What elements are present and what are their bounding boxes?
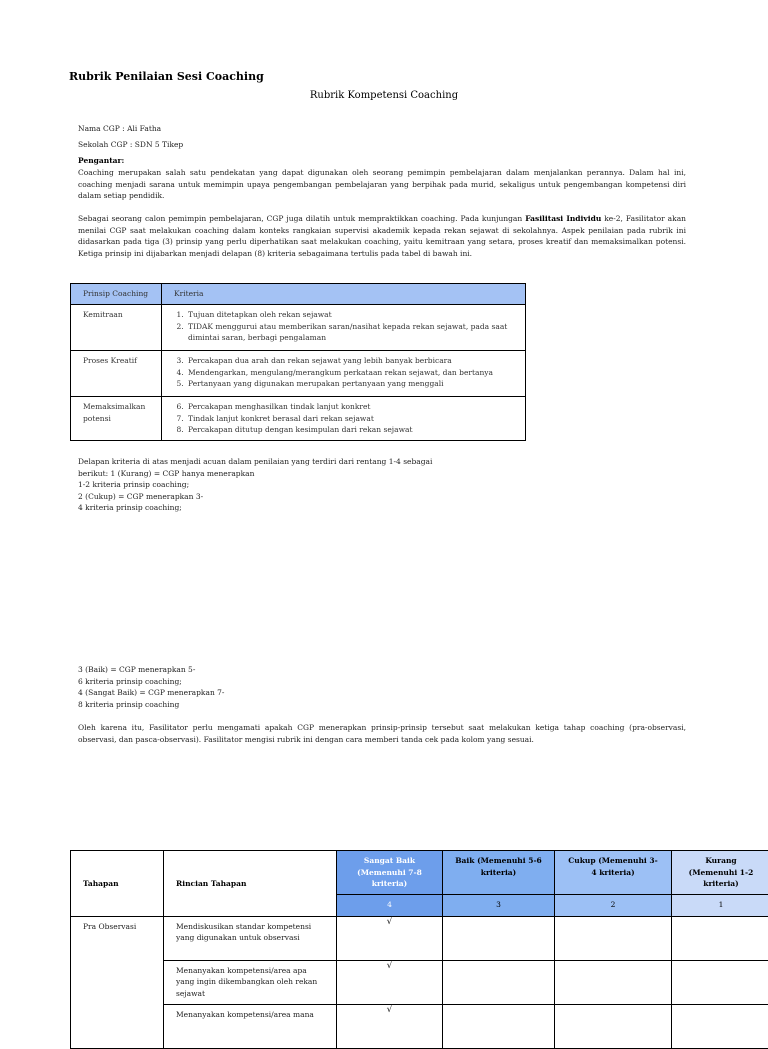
pengantar-label: Pengantar: — [78, 155, 124, 167]
principles-table — [70, 283, 526, 441]
header-sangat-baik: Sangat Baik (Memenuhi 7-8 kriteria) — [337, 851, 443, 895]
intro-bold: Fasilitasi Individu — [525, 214, 601, 223]
criteria-list — [174, 355, 513, 390]
intro-paragraph — [78, 213, 686, 259]
score-cell[interactable] — [672, 1004, 768, 1048]
principle-name: Kemitraan — [71, 305, 162, 351]
header-kurang: Kurang (Memenuhi 1-2 kriteria) — [672, 851, 768, 895]
rubric-table — [70, 850, 768, 1049]
score-cell[interactable] — [555, 960, 672, 1004]
scale-line: berikut: 1 (Kurang) = CGP hanya menerapkan — [78, 468, 432, 480]
scale-line: 2 (Cukup) = CGP menerapkan 3- — [78, 491, 432, 503]
criteria-cell — [162, 397, 526, 441]
score-cell[interactable] — [443, 916, 555, 960]
criteria-item: 6. Percakapan menghasilkan tindak lanjut konkret — [186, 401, 513, 413]
check-mark[interactable]: √ — [337, 960, 443, 1004]
sekolah-cgp: Sekolah CGP : SDN 5 Tikep — [78, 139, 183, 151]
criteria-item: 3. Percakapan dua arah dan rekan sejawat yang lebih banyak berbicara — [186, 355, 513, 367]
criteria-item: 7. Tindak lanjut konkret berasal dari rekan sejawat — [186, 413, 513, 425]
principle-row-kemitraan — [71, 305, 526, 351]
criteria-item: 1. Tujuan ditetapkan oleh rekan sejawat — [186, 309, 513, 321]
scale-line: 4 (Sangat Baik) = CGP menerapkan 7- — [78, 687, 224, 699]
principle-name: Memaksimalkan potensi — [71, 397, 162, 441]
score-cell[interactable] — [443, 1004, 555, 1048]
header-baik: Baik (Memenuhi 5-6 kriteria) — [443, 851, 555, 895]
score-cell[interactable] — [555, 916, 672, 960]
header-cukup: Cukup (Memenuhi 3-4 kriteria) — [555, 851, 672, 895]
score-cell[interactable] — [443, 960, 555, 1004]
check-mark[interactable]: √ — [337, 916, 443, 960]
document-title: Rubrik Penilaian Sesi Coaching — [69, 70, 264, 83]
header-rincian: Rincian Tahapan — [164, 851, 337, 917]
criteria-cell — [162, 351, 526, 397]
rincian-cell: Menanyakan kompetensi/area mana — [164, 1004, 337, 1048]
nama-cgp: Nama CGP : Ali Fatha — [78, 123, 161, 135]
header-kriteria: Kriteria — [162, 284, 526, 305]
table-row — [71, 916, 768, 960]
criteria-item: 5. Pertanyaan yang digunakan merupakan pertanyaan yang menggali — [186, 378, 513, 390]
criteria-item: 8. Percakapan ditutup dengan kesimpulan dari rekan sejawat — [186, 424, 513, 436]
header-tahapan: Tahapan — [71, 851, 164, 917]
header-prinsip: Prinsip Coaching — [71, 284, 162, 305]
score-cell[interactable] — [555, 1004, 672, 1048]
intro-text-a: Sebagai seorang calon pemimpin pembelajaran, CGP juga dilatih untuk mempraktikkan coaching. Pada kunjungan — [78, 214, 525, 223]
score-cell[interactable] — [672, 960, 768, 1004]
criteria-list — [174, 309, 513, 344]
score-3: 3 — [443, 894, 555, 916]
scale-description-2 — [78, 664, 224, 710]
stage-pra-observasi: Pra Observasi — [71, 916, 164, 1048]
scale-line: 4 kriteria prinsip coaching; — [78, 502, 432, 514]
pengantar-text: Coaching merupakan salah satu pendekatan yang dapat digunakan oleh seorang pemimpin pembelajaran dalam menjalankan perannya. Dalam hal ini, coaching menjadi sarana untuk memimpin upaya pengembangan pembelajaran yang berpihak pada murid, sekaligus untuk pengembangan kompetensi diri dalam setiap pendidik. — [78, 167, 686, 202]
score-4: 4 — [337, 894, 443, 916]
scale-line: 6 kriteria prinsip coaching; — [78, 676, 224, 688]
scale-line: Delapan kriteria di atas menjadi acuan dalam penilaian yang terdiri dari rentang 1-4 sebagai — [78, 456, 432, 468]
score-cell[interactable] — [672, 916, 768, 960]
criteria-item: 2. TIDAK menggurui atau memberikan saran/nasihat kepada rekan sejawat, pada saat dimintai saran, berbagi pengalaman — [186, 321, 513, 344]
scale-description-1 — [78, 456, 432, 514]
table-row — [71, 960, 768, 1004]
principle-name: Proses Kreatif — [71, 351, 162, 397]
scale-line: 1-2 kriteria prinsip coaching; — [78, 479, 432, 491]
criteria-cell — [162, 305, 526, 351]
score-1: 1 — [672, 894, 768, 916]
criteria-item: 4. Mendengarkan, mengulang/merangkum perkataan rekan sejawat, dan bertanya — [186, 367, 513, 379]
score-2: 2 — [555, 894, 672, 916]
principles-header-row — [71, 284, 526, 305]
intro-text-b: ke-2, Fasilitator akan menilai CGP saat melakukan coaching dalam konteks rangkaian supervisi akademik kepada rekan sejawat di sekolahnya. Aspek penilaian pada rubrik ini didasarkan pada tiga (3) prinsip yang perlu diperhatikan saat melakukan coaching, yaitu kemitraan yang setara, proses kreatif dan memaksimalkan potensi. Ketiga prinsip ini dijabarkan menjadi delapan (8) kriteria sebagaimana tertulis pada tabel di bawah ini. — [78, 214, 686, 258]
rincian-cell: Mendiskusikan standar kompetensi yang digunakan untuk observasi — [164, 916, 337, 960]
principle-row-proses-kreatif — [71, 351, 526, 397]
instruction-paragraph: Oleh karena itu, Fasilitator perlu mengamati apakah CGP menerapkan prinsip-prinsip tersebut saat melakukan ketiga tahap coaching (pra-observasi, observasi, dan pasca-observasi). Fasilitator mengisi rubrik ini dengan cara memberi tanda cek pada kolom yang sesuai. — [78, 722, 686, 745]
scale-line: 3 (Baik) = CGP menerapkan 5- — [78, 664, 224, 676]
rincian-cell: Menanyakan kompetensi/area apa yang ingin dikembangkan oleh rekan sejawat — [164, 960, 337, 1004]
rubric-header-row — [71, 851, 768, 895]
criteria-list — [174, 401, 513, 436]
principle-row-memaksimalkan-potensi — [71, 397, 526, 441]
check-mark[interactable]: √ — [337, 1004, 443, 1048]
scale-line: 8 kriteria prinsip coaching — [78, 699, 224, 711]
document-subtitle: Rubrik Kompetensi Coaching — [0, 90, 768, 101]
table-row — [71, 1004, 768, 1048]
